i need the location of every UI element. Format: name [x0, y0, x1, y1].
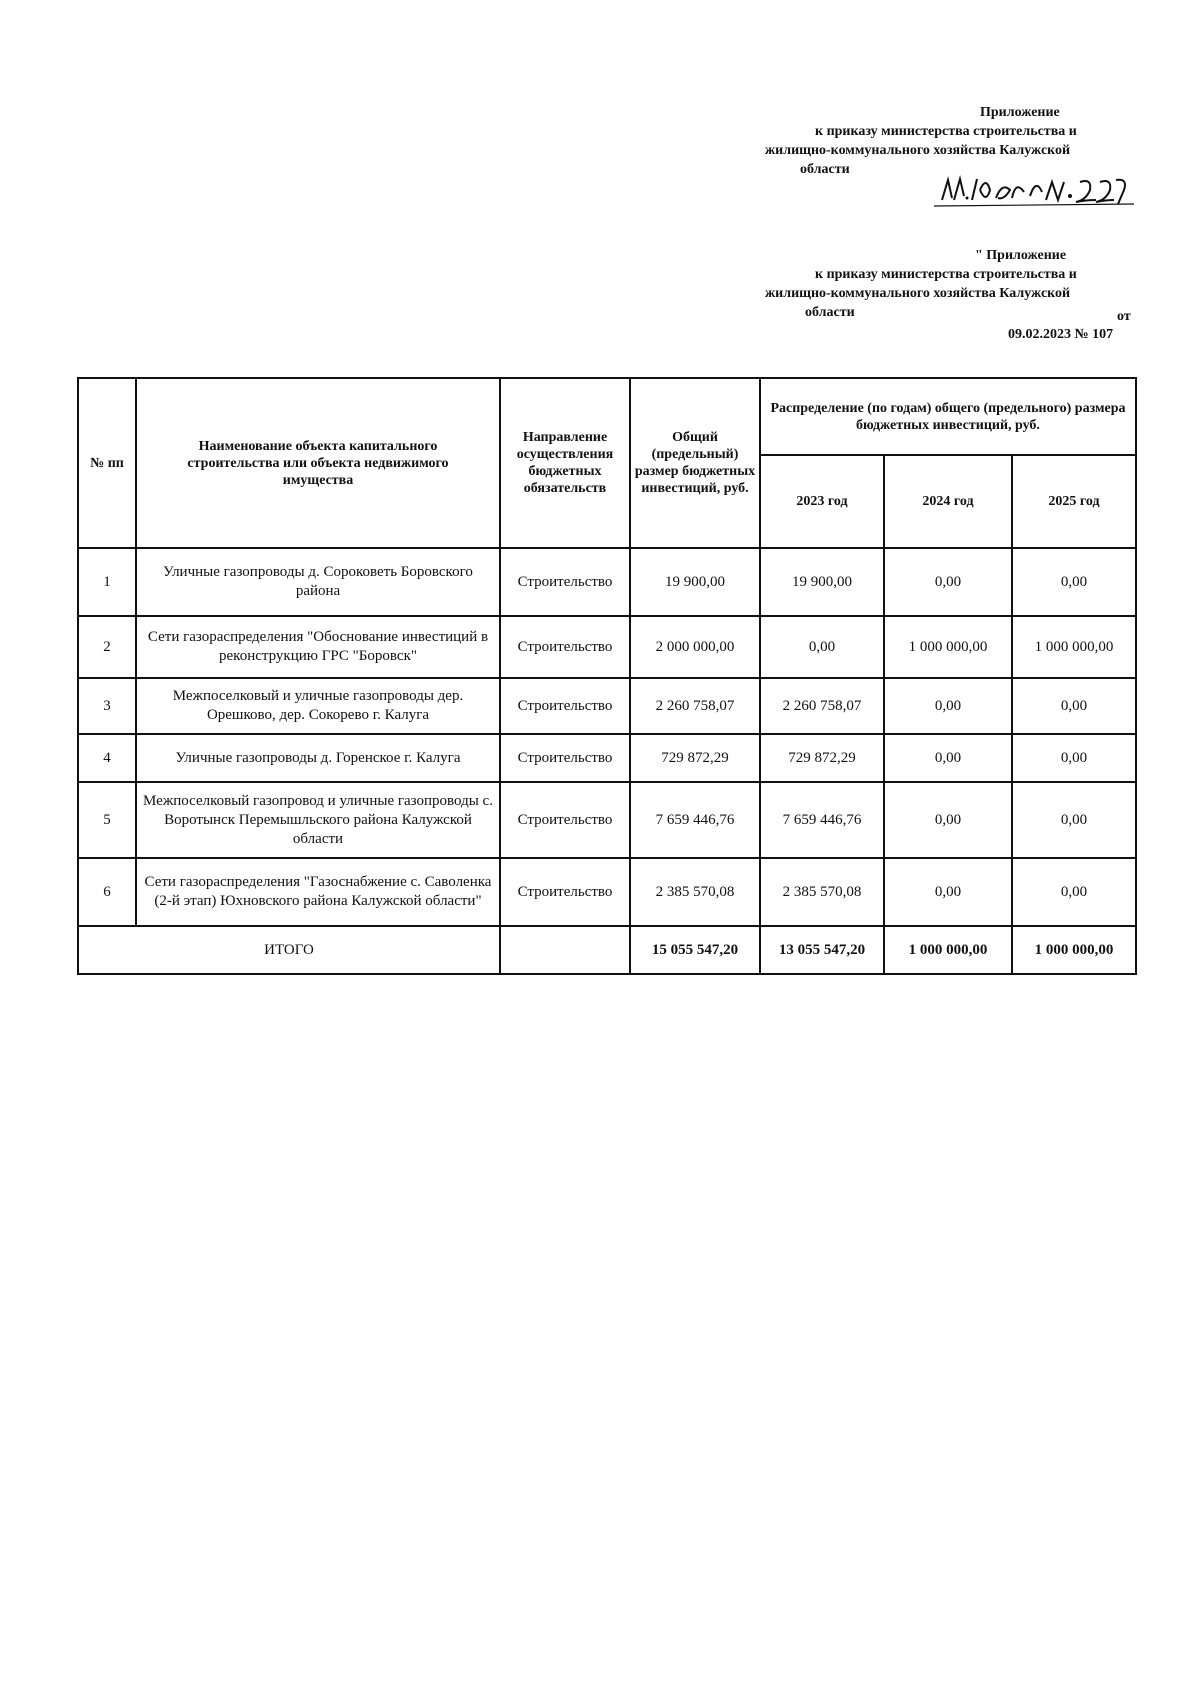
year-2025-cell: 0,00 — [1012, 548, 1136, 616]
year-2023-cell: 729 872,29 — [760, 734, 884, 782]
year-2023-cell: 2 385 570,08 — [760, 858, 884, 926]
total-direction-empty — [500, 926, 630, 974]
year-2025-cell: 0,00 — [1012, 858, 1136, 926]
table-row — [78, 858, 1136, 926]
year-2025-cell: 0,00 — [1012, 782, 1136, 858]
row-number: 4 — [78, 734, 136, 782]
object-name: Межпоселковый газопровод и уличные газопроводы с. Воротынск Перемышльского района Калужской области — [136, 782, 500, 858]
col-header-distribution: Распределение (по годам) общего (предельного) размера бюджетных инвестиций, руб. — [760, 378, 1136, 455]
year-2025-cell: 0,00 — [1012, 678, 1136, 734]
year-2025-cell: 1 000 000,00 — [1012, 616, 1136, 678]
total-cell: 2 385 570,08 — [630, 858, 760, 926]
row-number: 3 — [78, 678, 136, 734]
direction-cell: Строительство — [500, 616, 630, 678]
row-number: 5 — [78, 782, 136, 858]
row-number: 2 — [78, 616, 136, 678]
direction-cell: Строительство — [500, 678, 630, 734]
appendix-title-1: Приложение — [980, 105, 1060, 120]
grand-total-cell: 15 055 547,20 — [630, 926, 760, 974]
table-row — [78, 548, 1136, 616]
appendix-line-1c: области — [800, 162, 850, 177]
year-2024-cell: 0,00 — [884, 734, 1012, 782]
col-header-2025: 2025 год — [1012, 455, 1136, 548]
direction-cell: Строительство — [500, 858, 630, 926]
total-2023-cell: 13 055 547,20 — [760, 926, 884, 974]
year-2023-cell: 7 659 446,76 — [760, 782, 884, 858]
total-cell: 2 260 758,07 — [630, 678, 760, 734]
appendix-date-number: 09.02.2023 № 107 — [1008, 327, 1114, 342]
year-2024-cell: 0,00 — [884, 858, 1012, 926]
direction-cell: Строительство — [500, 548, 630, 616]
year-2023-cell: 19 900,00 — [760, 548, 884, 616]
object-name: Уличные газопроводы д. Сороковеть Боровского района — [136, 548, 500, 616]
total-cell: 19 900,00 — [630, 548, 760, 616]
table-row — [78, 734, 1136, 782]
total-cell: 7 659 446,76 — [630, 782, 760, 858]
year-2025-cell: 0,00 — [1012, 734, 1136, 782]
handwritten-date-signature — [934, 170, 1144, 210]
object-name: Сети газораспределения "Обоснование инвестиций в реконструкцию ГРС "Боровск" — [136, 616, 500, 678]
year-2024-cell: 0,00 — [884, 548, 1012, 616]
table-row — [78, 782, 1136, 858]
appendix-line-1b: жилищно-коммунального хозяйства Калужской — [765, 143, 1071, 158]
appendix-ot: от — [1117, 309, 1131, 324]
total-2025-cell: 1 000 000,00 — [1012, 926, 1136, 974]
year-2024-cell: 0,00 — [884, 782, 1012, 858]
col-header-num: № пп — [78, 378, 136, 548]
table-row — [78, 616, 1136, 678]
object-name: Межпоселковый и уличные газопроводы дер. Орешково, дер. Сокорево г. Калуга — [136, 678, 500, 734]
appendix-line-2c: области — [805, 305, 855, 320]
row-number: 1 — [78, 548, 136, 616]
appendix-title-2: " Приложение — [975, 248, 1067, 263]
direction-cell: Строительство — [500, 734, 630, 782]
total-cell: 729 872,29 — [630, 734, 760, 782]
year-2024-cell: 0,00 — [884, 678, 1012, 734]
year-2023-cell: 2 260 758,07 — [760, 678, 884, 734]
appendix-line-2b: жилищно-коммунального хозяйства Калужской — [765, 286, 1071, 301]
total-2024-cell: 1 000 000,00 — [884, 926, 1012, 974]
direction-cell: Строительство — [500, 782, 630, 858]
col-header-name: Наименование объекта капитального строительства или объекта недвижимого имущества — [136, 378, 500, 548]
total-row — [78, 926, 1136, 974]
col-header-2024: 2024 год — [884, 455, 1012, 548]
table-row — [78, 678, 1136, 734]
appendix-line-2a: к приказу министерства строительства и — [815, 267, 1077, 282]
year-2024-cell: 1 000 000,00 — [884, 616, 1012, 678]
total-cell: 2 000 000,00 — [630, 616, 760, 678]
object-name: Сети газораспределения "Газоснабжение с. Саволенка (2-й этап) Юхновского района Калужской области" — [136, 858, 500, 926]
row-number: 6 — [78, 858, 136, 926]
col-header-direction: Направление осуществления бюджетных обязательств — [500, 378, 630, 548]
col-header-2023: 2023 год — [760, 455, 884, 548]
col-header-total: Общий (предельный) размер бюджетных инвестиций, руб. — [630, 378, 760, 548]
object-name: Уличные газопроводы д. Горенское г. Калуга — [136, 734, 500, 782]
investment-table — [77, 377, 1137, 975]
total-label: ИТОГО — [78, 926, 500, 974]
appendix-line-1a: к приказу министерства строительства и — [815, 124, 1077, 139]
year-2023-cell: 0,00 — [760, 616, 884, 678]
